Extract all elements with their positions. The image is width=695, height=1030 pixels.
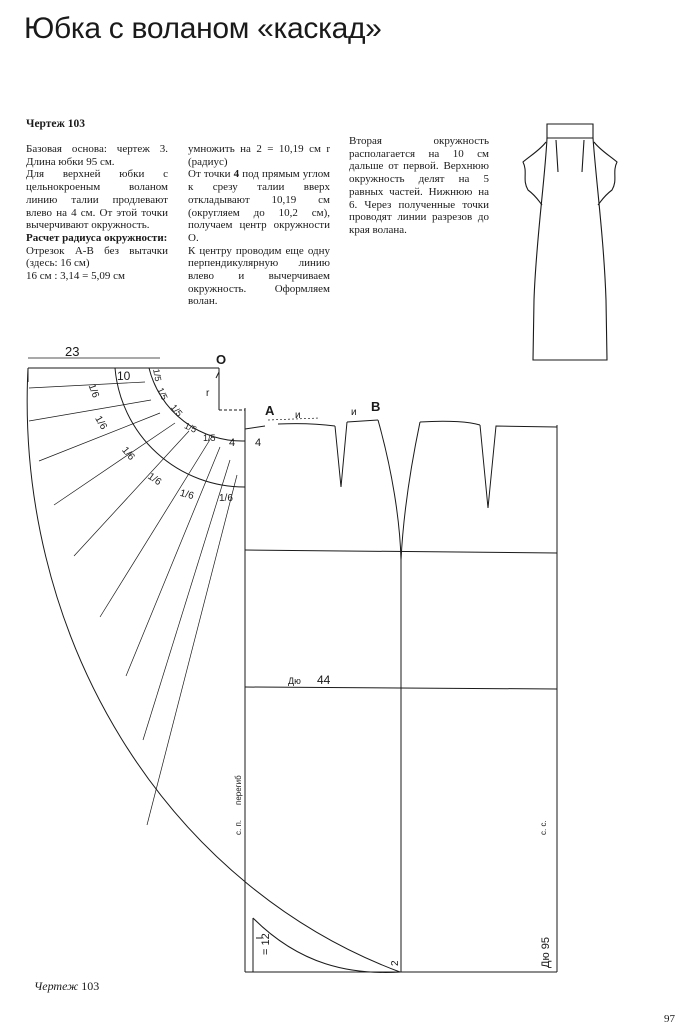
caption-number: 103 <box>81 979 100 993</box>
eq-12-label: = 12 <box>260 933 272 955</box>
label-2: 2 <box>390 960 401 966</box>
paragraph: Вторая окружность располагается на 10 см дальше от первой. Верхнюю окружность делят на 5 равных частей. Нижнюю на 6. Через полученные точки проводят линии разрезов до края волана. <box>349 135 489 236</box>
front-waist <box>245 424 335 429</box>
paragraph: Отрезок А-В без вытачки (здесь: 16 см) <box>26 244 168 270</box>
dim-ai <box>268 418 320 420</box>
radius-label: r <box>206 388 210 399</box>
du-label: Дю <box>288 676 301 686</box>
figure-caption <box>34 979 99 994</box>
label-i-2: и <box>351 407 357 418</box>
label-i-1: и <box>295 410 301 421</box>
fold-label: перегиб <box>234 775 243 805</box>
circle-middle <box>115 368 245 487</box>
du-95-label: Дю 95 <box>540 937 552 968</box>
sixth-label: 1/6 <box>178 487 195 503</box>
paragraph: Для верхней юбки с цельнокроеным воланом линию талии продлевают влево на 4 см. От этой точки вычерчивают окружность. <box>26 168 168 232</box>
fifth-label: 1/5 <box>182 420 199 435</box>
point-o: O <box>216 352 227 367</box>
point-a: A <box>265 403 275 418</box>
dim-10-label: 10 <box>117 369 131 383</box>
dart-back <box>480 425 557 508</box>
label-4-b: 4 <box>255 437 262 449</box>
sixth-label: 1/6 <box>85 382 101 400</box>
subheading: Расчет радиуса окружности: <box>26 231 168 244</box>
caption-prefix: Чертеж <box>34 979 79 993</box>
fifth-label: 1/5 <box>151 368 164 383</box>
text-run: От точки <box>188 168 234 181</box>
sixth-label: 1/6 <box>119 444 137 463</box>
paragraph: К центру проводим еще одну перпендикулярную линию влево и вычерчиваем окружность. Оформляем волан. <box>188 244 330 308</box>
fifth-label: 1/5 <box>168 402 185 419</box>
point-b: B <box>371 399 381 414</box>
dim-23-label: 23 <box>65 344 80 359</box>
label-4-a: 4 <box>229 437 236 449</box>
dart-front <box>335 422 347 487</box>
back-waist-line <box>420 421 480 425</box>
center-front-label: с. п. <box>234 820 243 835</box>
slash-lines <box>29 382 237 825</box>
back-waist <box>347 420 378 422</box>
paragraph: Базовая основа: чертеж 3. Длина юбки 95 см. <box>26 143 168 168</box>
skirt-thumbnail <box>523 124 617 360</box>
side-seam-front <box>378 420 401 972</box>
text-run: под прямым углом к срезу талии вверх откладывают 10,19 см (округляем до 10,2 см), получаем центр окружности О. <box>188 168 330 244</box>
paragraph: 16 см : 3,14 = 5,09 см <box>26 270 125 283</box>
paragraph: умножить на 2 = 10,19 см r (радиус) <box>188 143 330 168</box>
du-44-value: 44 <box>317 673 331 687</box>
page-number: 97 <box>664 1013 675 1025</box>
drawing-heading: Чертеж 103 <box>26 118 86 130</box>
side-seam-back <box>401 422 420 560</box>
page-title: Юбка с воланом «каскад» <box>24 12 382 45</box>
point-number: 4 <box>233 168 240 181</box>
sixth-label: 1/6 <box>145 471 164 489</box>
sixth-label: 1/6 <box>219 493 233 504</box>
fifth-label: 1/5 <box>155 385 170 402</box>
hem-curve <box>253 918 401 972</box>
center-back-label: с. с. <box>539 820 548 835</box>
sixth-label: 1/6 <box>92 414 109 432</box>
fifth-label: 1/5 <box>203 433 216 443</box>
